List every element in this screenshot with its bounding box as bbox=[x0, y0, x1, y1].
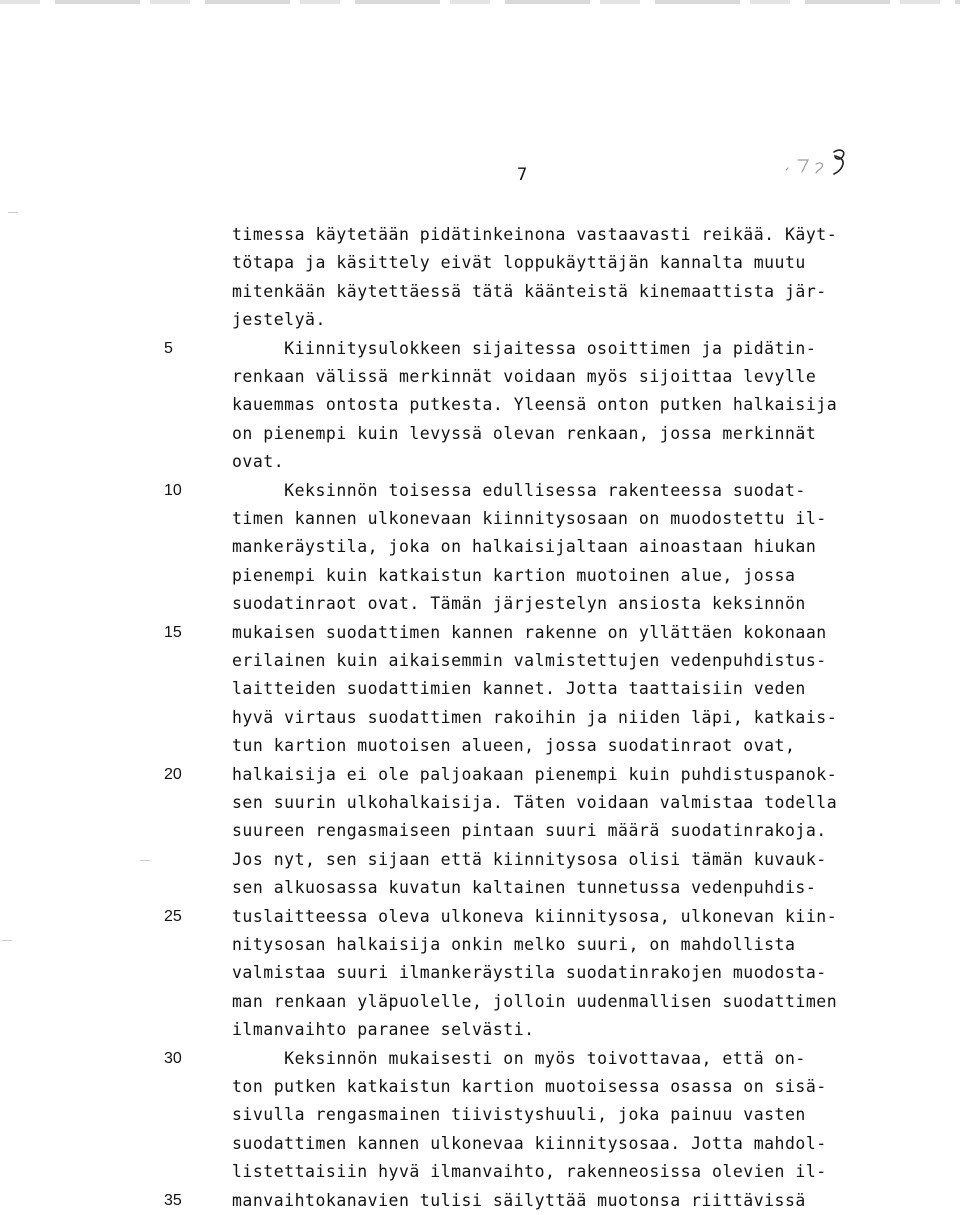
text-line: Keksinnön toisessa edullisessa rakenteessa suodat- bbox=[232, 480, 806, 500]
text-line: manvaihtokanavien tulisi säilyttää muotonsa riittävissä bbox=[232, 1190, 806, 1210]
text-line: ton putken katkaistun kartion muotoisessa osassa on sisä- bbox=[232, 1077, 827, 1096]
text-line: sen suurin ulkohalkaisija. Täten voidaan valmistaa todella bbox=[232, 793, 838, 812]
text-line: renkaan välissä merkinnät voidaan myös sijoittaa levylle bbox=[232, 367, 817, 386]
scan-speck bbox=[8, 212, 18, 213]
text-line: ovat. bbox=[232, 452, 285, 472]
text-line: kauemmas ontosta putkesta. Yleensä onton putken halkaisija bbox=[232, 395, 838, 415]
text-line: halkaisija ei ole paljoakaan pienempi kuin puhdistuspanok- bbox=[232, 764, 838, 784]
text-line: mankeräystila, joka on halkaisijaltaan ainoastaan hiukan bbox=[232, 537, 817, 557]
line-number: 5 bbox=[164, 339, 173, 357]
text-line: suodatinraot ovat. Tämän järjestelyn ansiosta keksinnön bbox=[232, 594, 806, 614]
text-line: mukaisen suodattimen kannen rakenne on yllättäen kokonaan bbox=[232, 622, 827, 642]
text-line: erilainen kuin aikaisemmin valmistettujen vedenpuhdistus- bbox=[232, 651, 827, 670]
text-line: tun kartion muotoisen alueen, jossa suodatinraot ovat, bbox=[232, 736, 796, 756]
line-number: 10 bbox=[164, 481, 182, 499]
text-line: pienempi kuin katkaistun kartion muotoinen alue, jossa bbox=[232, 565, 796, 585]
line-number: 20 bbox=[164, 765, 182, 783]
line-number: 15 bbox=[164, 623, 182, 641]
text-line: man renkaan yläpuolelle, jolloin uudenmallisen suodattimen bbox=[232, 991, 838, 1011]
text-line: laitteiden suodattimien kannet. Jotta taattaisiin veden bbox=[232, 679, 806, 699]
line-number: 25 bbox=[164, 907, 182, 925]
scan-top-edge bbox=[0, 0, 960, 4]
text-line: suureen rengasmaiseen pintaan suuri määrä suodatinrakoja. bbox=[232, 821, 827, 841]
text-line: sivulla rengasmainen tiivistyshuuli, joka painuu vasten bbox=[232, 1105, 806, 1125]
text-line: valmistaa suuri ilmankeräystila suodatinrakojen muodosta- bbox=[232, 963, 827, 983]
text-line: timessa käytetään pidätinkeinona vastaavasti reikää. Käyt- bbox=[232, 225, 838, 244]
text-line: on pienempi kuin levyssä olevan renkaan, jossa merkinnät bbox=[232, 423, 817, 443]
text-line: Jos nyt, sen sijaan että kiinnitysosa olisi tämän kuvauk- bbox=[232, 849, 827, 869]
text-line: Kiinnitysulokkeen sijaitessa osoittimen ja pidätin- bbox=[232, 338, 817, 358]
text-line: suodattimen kannen ulkonevaa kiinnitysosaa. Jotta mahdol- bbox=[232, 1133, 827, 1153]
line-number: 35 bbox=[164, 1191, 182, 1209]
text-line: sen alkuosassa kuvatun kaltainen tunnetussa vedenpuhdis- bbox=[232, 878, 817, 898]
text-line: tötapa ja käsittely eivät loppukäyttäjän kannalta muutu bbox=[232, 253, 806, 273]
scan-speck bbox=[2, 940, 12, 941]
text-line: tuslaitteessa oleva ulkoneva kiinnitysosa, ulkonevan kiin- bbox=[232, 906, 838, 926]
text-line: jestelyä. bbox=[232, 310, 326, 330]
text-line: ilmanvaihto paranee selvästi. bbox=[232, 1020, 535, 1040]
text-line: mitenkään käytettäessä tätä käänteistä kinemaattista jär- bbox=[232, 281, 827, 301]
text-line: Keksinnön mukaisesti on myös toivottavaa, että on- bbox=[232, 1048, 806, 1068]
text-line: nitysosan halkaisija onkin melko suuri, on mahdollista bbox=[232, 935, 796, 954]
text-line: listettaisiin hyvä ilmanvaihto, rakenneosissa olevien il- bbox=[232, 1162, 827, 1182]
page-number: 7 bbox=[517, 165, 528, 185]
text-line: hyvä virtaus suodattimen rakoihin ja niiden läpi, katkais- bbox=[232, 707, 838, 727]
text-line: timen kannen ulkonevaan kiinnitysosaan on muodostettu il- bbox=[232, 509, 827, 528]
line-number: 30 bbox=[164, 1049, 182, 1067]
scan-speck bbox=[140, 860, 150, 861]
handwritten-page-mark bbox=[778, 142, 858, 178]
